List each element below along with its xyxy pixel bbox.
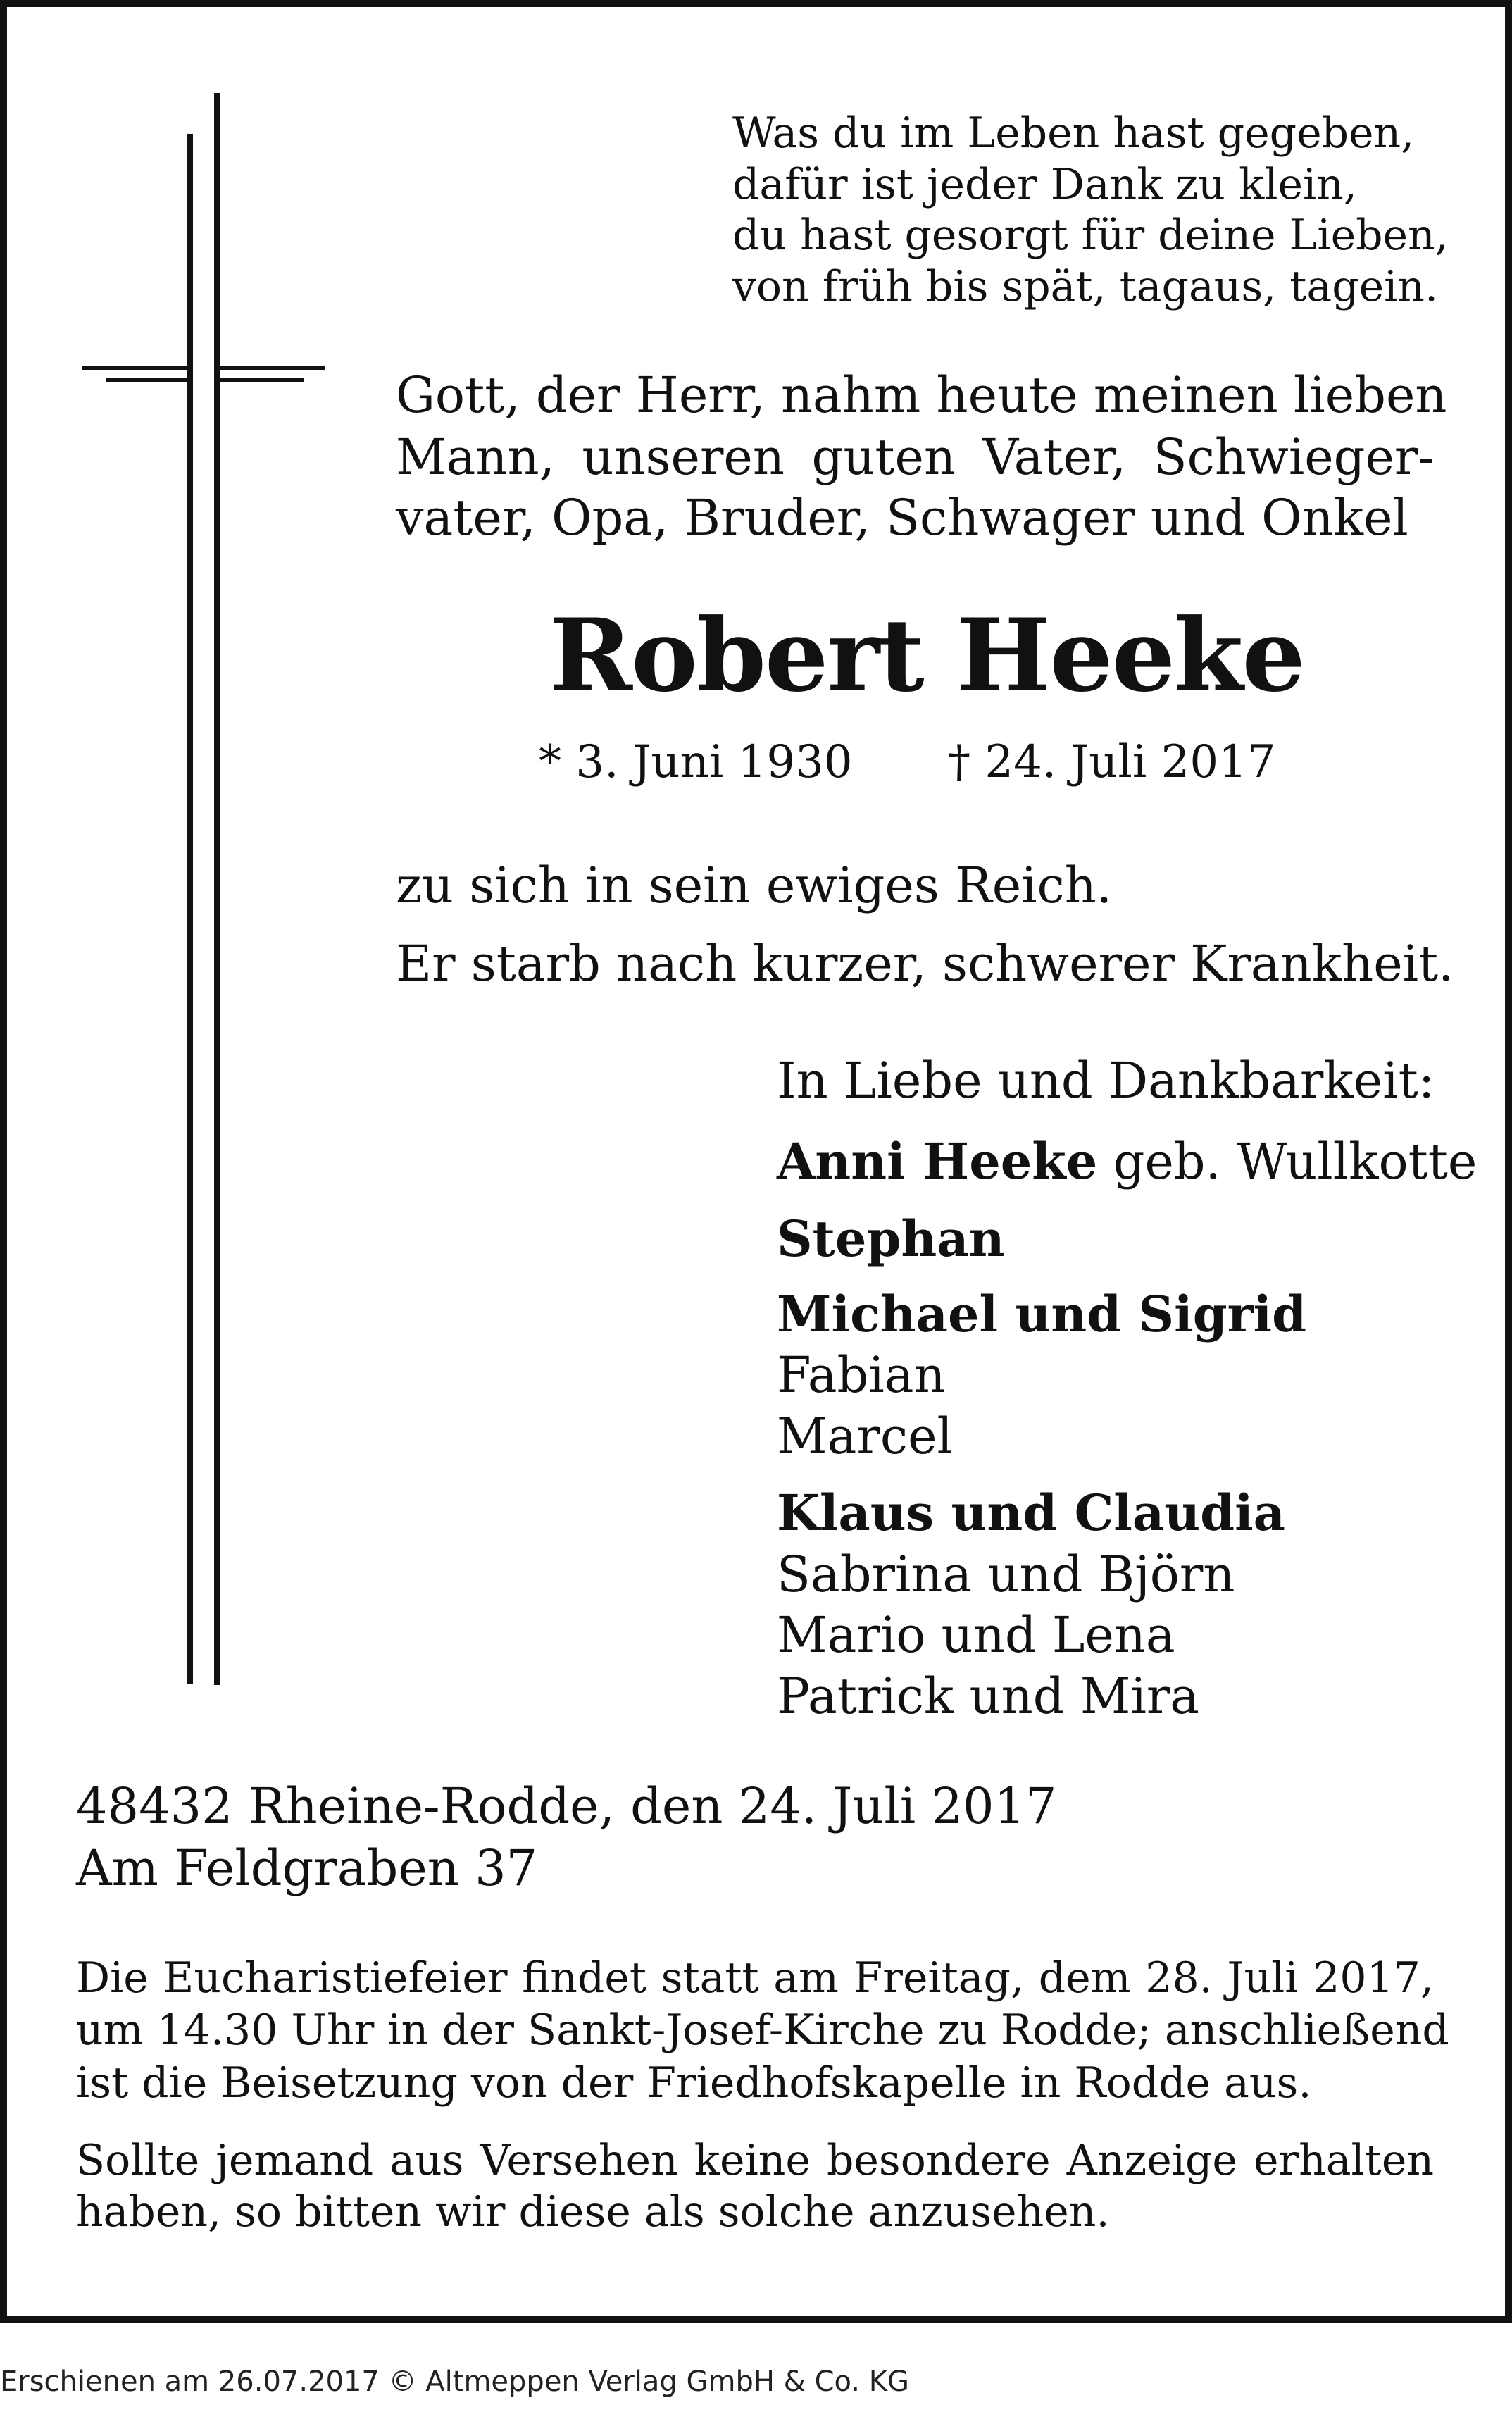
- publication-footer: Erschienen am 26.07.2017 © Altmeppen Verlag GmbH & Co. KG: [0, 2366, 909, 2398]
- notice-line-2: haben, so bitten wir diese als solche anzusehen.: [76, 2187, 1110, 2237]
- intro-line-2: Mann, unseren guten Vater, Schwieger-: [396, 428, 1435, 486]
- cross-vertical-right: [214, 93, 220, 1685]
- poem-line-4: von früh bis spät, tagaus, tagein.: [732, 262, 1439, 311]
- intro-line-1: Gott, der Herr, nahm heute meinen lieben: [396, 366, 1447, 424]
- notice-line-1: Sollte jemand aus Versehen keine besondere Anzeige erhalten: [76, 2136, 1434, 2185]
- grandchild-patrick-mira: Patrick und Mira: [777, 1667, 1200, 1725]
- grandchild-fabian: Fabian: [777, 1346, 946, 1404]
- after-line-2: Er starb nach kurzer, schwerer Krankheit.: [396, 935, 1454, 993]
- cross-gap: [193, 356, 214, 389]
- intro-line-3: vater, Opa, Bruder, Schwager und Onkel: [396, 489, 1408, 547]
- poem-line-1: Was du im Leben hast gegeben,: [732, 108, 1415, 158]
- grandchild-marcel: Marcel: [777, 1407, 953, 1465]
- grandchild-sabrina-bjoern: Sabrina und Björn: [777, 1546, 1235, 1603]
- after-line-1: zu sich in sein ewiges Reich.: [396, 857, 1113, 914]
- service-line-1: Die Eucharistiefeier findet statt am Freitag, dem 28. Juli 2017,: [76, 1953, 1434, 2003]
- family-klaus-claudia: Klaus und Claudia: [777, 1484, 1286, 1542]
- address-line-1: 48432 Rheine-Rodde, den 24. Juli 2017: [76, 1777, 1057, 1835]
- poem-line-2: dafür ist jeder Dank zu klein,: [732, 160, 1357, 209]
- address-line-2: Am Feldgraben 37: [76, 1839, 538, 1897]
- wife-name: Anni Heeke: [777, 1132, 1098, 1191]
- wife-maiden-name: geb. Wullkotte: [1097, 1133, 1477, 1191]
- wife-line: [777, 1132, 1477, 1191]
- service-line-2: um 14.30 Uhr in der Sankt-Josef-Kirche zu Rodde; anschließend: [76, 2006, 1449, 2055]
- service-line-3: ist die Beisetzung von der Friedhofskapelle in Rodde aus.: [76, 2058, 1312, 2108]
- son-stephan: Stephan: [777, 1210, 1005, 1268]
- grandchild-mario-lena: Mario und Lena: [777, 1606, 1175, 1664]
- poem-line-3: du hast gesorgt für deine Lieben,: [732, 211, 1449, 260]
- birth-date: * 3. Juni 1930: [539, 736, 853, 788]
- deceased-name: Robert Heeke: [549, 597, 1304, 714]
- mourners-heading: In Liebe und Dankbarkeit:: [777, 1052, 1435, 1109]
- death-date: † 24. Juli 2017: [948, 736, 1276, 788]
- family-michael-sigrid: Michael und Sigrid: [777, 1285, 1307, 1343]
